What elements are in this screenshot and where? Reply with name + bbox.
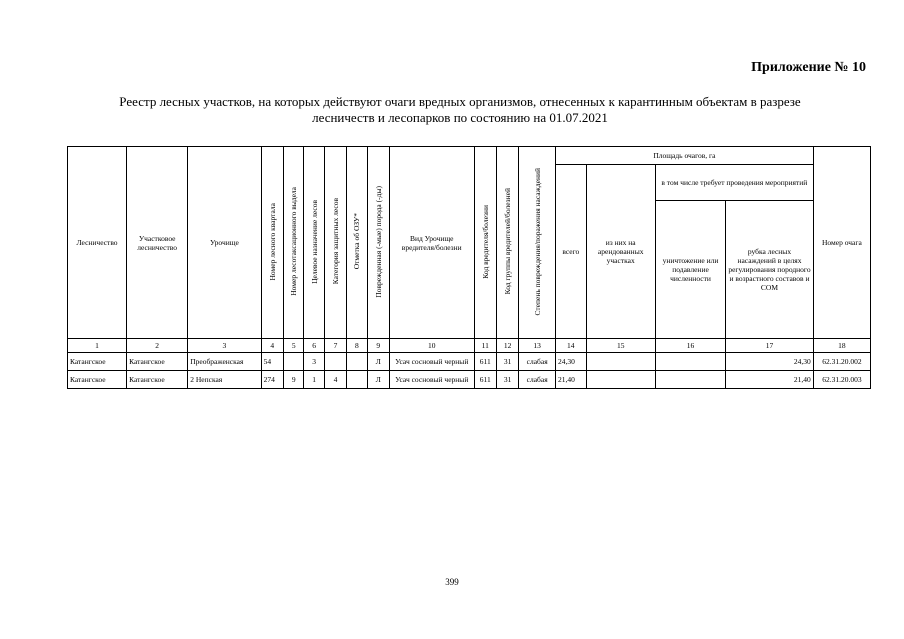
page-number: 399 <box>445 577 459 587</box>
column-number: 8 <box>347 339 367 353</box>
cell-species: Л <box>367 371 389 389</box>
cell-tract: 2 Непская <box>188 371 261 389</box>
header-felling: рубка лесных насаждений в целях регулирования породного и возрастного составов и СОМ <box>726 201 814 339</box>
header-area: Площадь очагов, га <box>556 147 814 165</box>
cell-number: 62.31.20.003 <box>813 371 870 389</box>
header-pest: Вид Урочище вредителя/болезни <box>389 147 474 339</box>
column-number: 10 <box>389 339 474 353</box>
header-including: в том числе требует проведения мероприятий <box>655 165 813 201</box>
column-number: 17 <box>726 339 814 353</box>
cell-pest: Усач сосновый черный <box>389 371 474 389</box>
cell-degree: слабая <box>519 353 556 371</box>
cell-district: Катангское <box>127 371 188 389</box>
cell-pest-code: 611 <box>474 353 496 371</box>
column-number: 12 <box>496 339 518 353</box>
cell-quarter: 54 <box>261 353 283 371</box>
cell-district: Катангское <box>127 353 188 371</box>
cell-group-code: 31 <box>496 353 518 371</box>
header-pest-code: Код вредителя/болезни <box>474 147 496 339</box>
header-plot: Номер лесотаксационного выдела <box>284 147 304 339</box>
cell-category: 4 <box>324 371 346 389</box>
cell-group-code: 31 <box>496 371 518 389</box>
cell-ozu <box>347 353 367 371</box>
column-number: 16 <box>655 339 725 353</box>
cell-leased <box>586 371 655 389</box>
cell-plot: 9 <box>284 371 304 389</box>
header-leased: из них на арендованных участках <box>586 165 655 339</box>
header-group-code: Код группы вредителей/болезней <box>496 147 518 339</box>
title-line-1: Реестр лесных участков, на которых действуют очаги вредных организмов, отнесенных к карантинным объектам в разрезе <box>119 94 801 109</box>
cell-category <box>324 353 346 371</box>
registry-table <box>67 146 871 389</box>
header-number: Номер очага <box>813 147 870 339</box>
header-quarter: Номер лесного квартала <box>261 147 283 339</box>
column-number: 3 <box>188 339 261 353</box>
title-line-2: лесничеств и лесопарков по состоянию на 01.07.2021 <box>312 110 608 125</box>
header-total: всего <box>556 165 587 339</box>
header-ozu: Отметка об ОЗУ* <box>347 147 367 339</box>
cell-total: 24,30 <box>556 353 587 371</box>
cell-plot <box>284 353 304 371</box>
cell-pest: Усач сосновый черный <box>389 353 474 371</box>
cell-felling: 21,40 <box>726 371 814 389</box>
column-number: 5 <box>284 339 304 353</box>
cell-species: Л <box>367 353 389 371</box>
cell-pest-code: 611 <box>474 371 496 389</box>
table-row <box>68 371 871 389</box>
column-number: 13 <box>519 339 556 353</box>
column-number: 2 <box>127 339 188 353</box>
cell-forestry: Катангское <box>68 353 127 371</box>
cell-destroy <box>655 371 725 389</box>
header-species: Поврежденная (-мые) порода (-ды) <box>367 147 389 339</box>
cell-purpose: 3 <box>304 353 324 371</box>
header-degree: Степень повреждения/поражения насаждений <box>519 147 556 339</box>
appendix-label: Приложение № 10 <box>751 60 866 75</box>
cell-number: 62.31.20.002 <box>813 353 870 371</box>
column-number: 4 <box>261 339 283 353</box>
cell-felling: 24,30 <box>726 353 814 371</box>
cell-degree: слабая <box>519 371 556 389</box>
header-tract: Урочище <box>188 147 261 339</box>
cell-tract: Преображенская <box>188 353 261 371</box>
column-number: 15 <box>586 339 655 353</box>
cell-forestry: Катангское <box>68 371 127 389</box>
header-district: Участковое лесничество <box>127 147 188 339</box>
table-row <box>68 353 871 371</box>
cell-quarter: 274 <box>261 371 283 389</box>
column-number: 1 <box>68 339 127 353</box>
header-purpose: Целевое назначение лесов <box>304 147 324 339</box>
column-number: 6 <box>304 339 324 353</box>
cell-destroy <box>655 353 725 371</box>
column-number: 9 <box>367 339 389 353</box>
column-number-row <box>68 339 871 353</box>
header-category: Категория защитных лесов <box>324 147 346 339</box>
header-destroy: уничтожение или подавление численности <box>655 201 725 339</box>
column-number: 14 <box>556 339 587 353</box>
column-number: 11 <box>474 339 496 353</box>
cell-ozu <box>347 371 367 389</box>
column-number: 18 <box>813 339 870 353</box>
header-forestry: Лесничество <box>68 147 127 339</box>
cell-leased <box>586 353 655 371</box>
cell-total: 21,40 <box>556 371 587 389</box>
column-number: 7 <box>324 339 346 353</box>
document-title <box>50 94 870 126</box>
cell-purpose: 1 <box>304 371 324 389</box>
